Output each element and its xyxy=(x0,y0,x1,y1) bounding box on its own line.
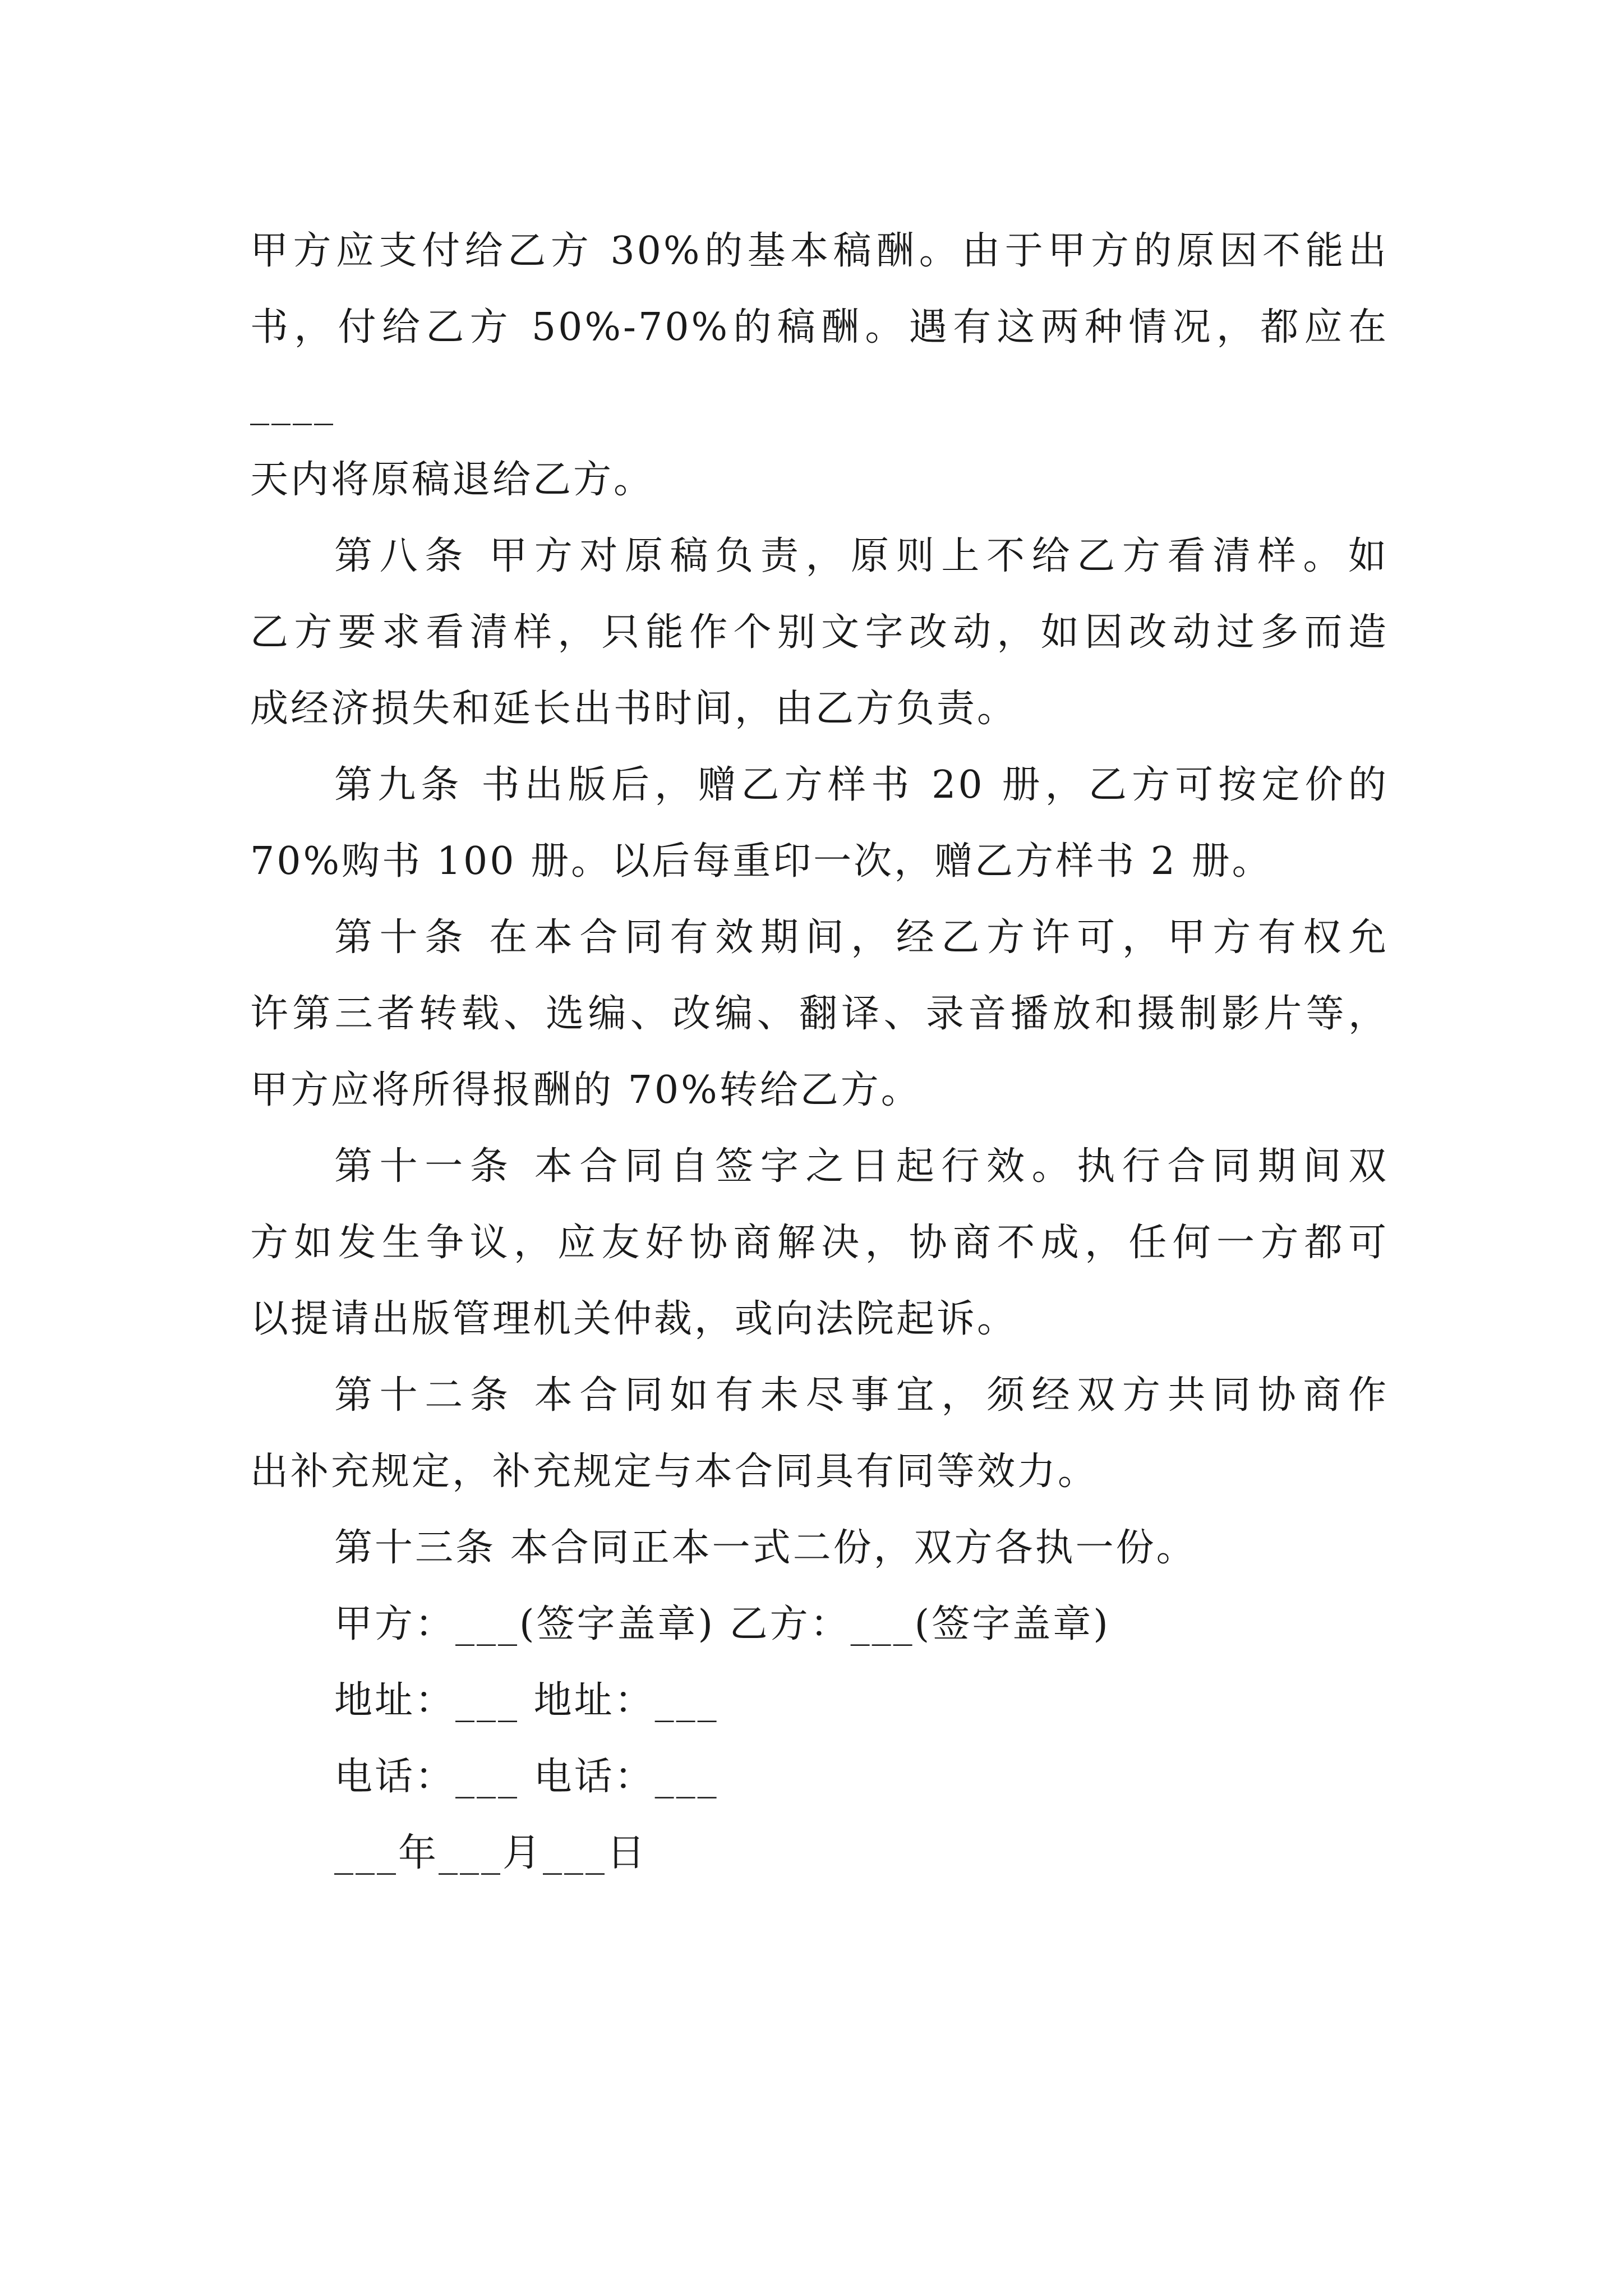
signature-phone: 电话：___ 电话：___ xyxy=(334,1755,719,1799)
text-line: 许第三者转载、选编、改编、翻译、录音播放和摄制影片等， xyxy=(250,992,1389,1036)
clause-13 xyxy=(250,1510,1389,1586)
signature-block xyxy=(334,1586,1389,1892)
text-line: 第十条 在本合同有效期间，经乙方许可，甲方有权允 xyxy=(334,915,1389,960)
text-line: 第九条 书出版后，赠乙方样书 20 册，乙方可按定价的 xyxy=(334,763,1389,807)
contract-body xyxy=(250,213,1389,1892)
text-line: 书，付给乙方 50%-70%的稿酬。遇有这两种情况，都应在____ xyxy=(250,305,1389,426)
clause-8 xyxy=(250,518,1389,747)
clause-11 xyxy=(250,1129,1389,1358)
text-line: 方如发生争议，应友好协商解决，协商不成，任何一方都可 xyxy=(250,1221,1389,1265)
clause-10 xyxy=(250,900,1389,1129)
text-line: 以提请出版管理机关仲裁，或向法院起诉。 xyxy=(250,1297,1018,1341)
text-line: 第十三条 本合同正本一式二份，双方各执一份。 xyxy=(334,1526,1197,1570)
signature-parties: 甲方：___(签字盖章) 乙方：___(签字盖章) xyxy=(334,1602,1110,1646)
text-line: 甲方应支付给乙方 30%的基本稿酬。由于甲方的原因不能出 xyxy=(250,229,1389,273)
clause-9 xyxy=(250,747,1389,900)
signature-address: 地址：___ 地址：___ xyxy=(334,1678,719,1723)
text-line: 第八条 甲方对原稿负责，原则上不给乙方看清样。如 xyxy=(334,534,1389,578)
clause-continuation xyxy=(250,213,1389,518)
text-line: 出补充规定，补充规定与本合同具有同等效力。 xyxy=(250,1450,1099,1494)
text-line: 70%购书 100 册。以后每重印一次，赠乙方样书 2 册。 xyxy=(250,839,1272,884)
text-line: 天内将原稿退给乙方。 xyxy=(250,458,654,502)
text-line: 第十一条 本合同自签字之日起行效。执行合同期间双 xyxy=(334,1144,1389,1189)
text-line: 成经济损失和延长出书时间，由乙方负责。 xyxy=(250,687,1018,731)
signature-date: ___年___月___日 xyxy=(334,1831,648,1875)
text-line: 甲方应将所得报酬的 70%转给乙方。 xyxy=(250,1068,921,1112)
text-line: 乙方要求看清样，只能作个别文字改动，如因改动过多而造 xyxy=(250,610,1389,655)
text-line: 第十二条 本合同如有未尽事宜，须经双方共同协商作 xyxy=(334,1373,1389,1418)
clause-12 xyxy=(250,1358,1389,1510)
